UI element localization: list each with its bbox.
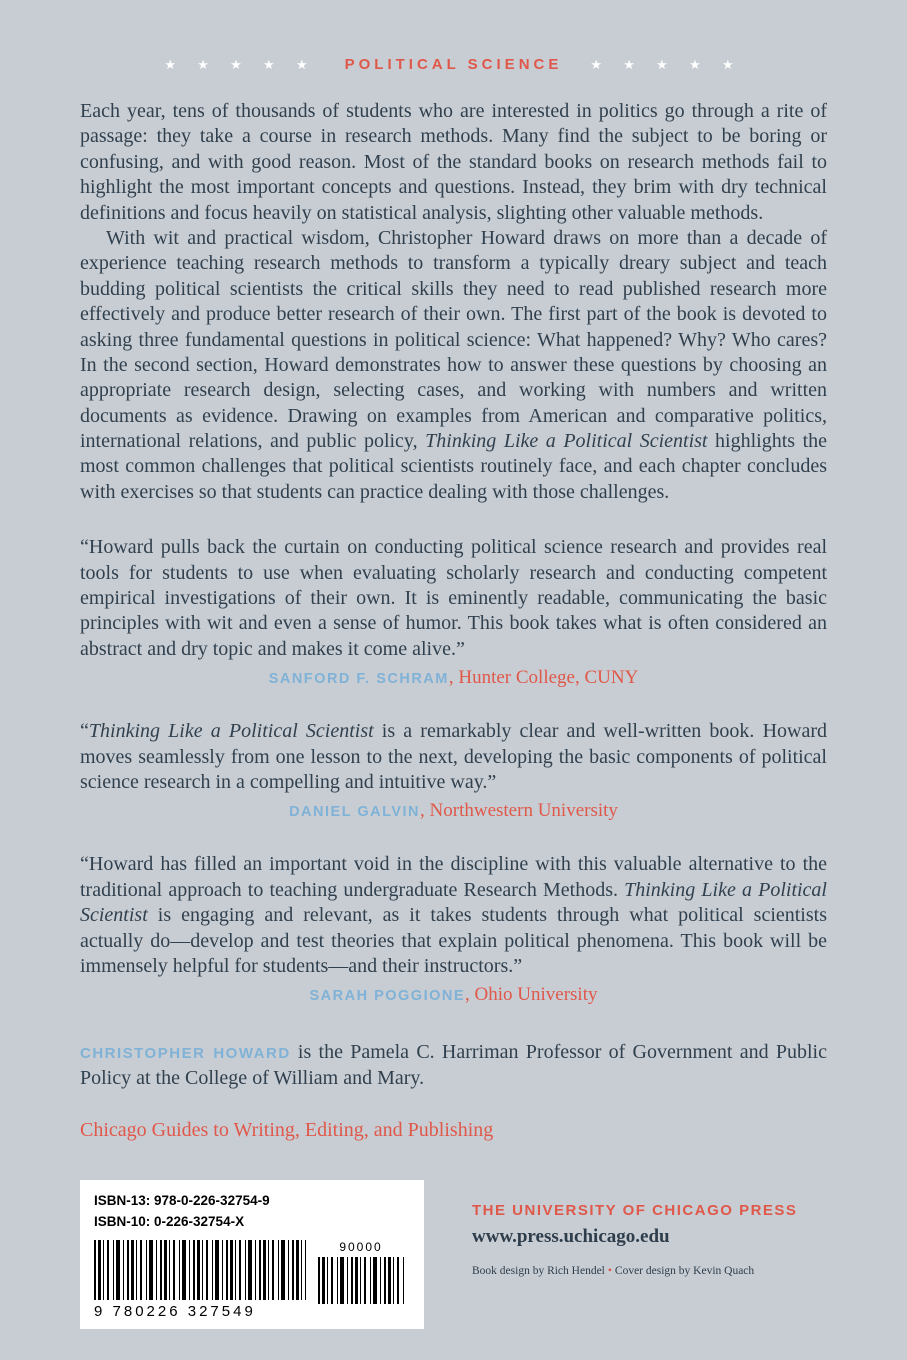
credit-separator: • [607,1265,612,1278]
main-barcode [94,1240,306,1320]
description-paragraph-1: Each year, tens of thousands of students who are interested in politics go through a rite of passage: they take a course in research methods. Many find the subject to be boring or confusing, and with good reason. Most of the standard books on research methods fail to highlight the most important concepts and questions. Instead, they brim with dry technical definitions and focus heavily on statistical analysis, slighting other valuable methods. [80,100,827,224]
design-credits [472,1265,797,1277]
press-url: www.press.uchicago.edu [472,1226,670,1248]
publisher-block [472,1180,797,1277]
pullquote-text: “Thinking Like a Political Scientist is a remarkably clear and well-written book. Howard moves seamlessly from one lesson to the next, developing the basic components of political science research in a compelling and intuitive way.” [80,720,827,793]
isbn13-label: ISBN-13: 978-0-226-32754-9 [94,1193,270,1209]
reviewer-name: DANIEL GALVIN [289,804,421,821]
review-quotes [80,535,827,1006]
author-bio-text: is the Pamela C. Harriman Professor of Government and Public Policy at the College of William and Mary. [80,1041,827,1089]
cover-design-credit: Cover design by Kevin Quach [614,1265,755,1278]
series-title: Chicago Guides to Writing, Editing, and Publishing [80,1119,494,1142]
reviewer-affiliation: , Ohio University [465,984,598,1006]
reviewer-affiliation: , Hunter College, CUNY [448,667,639,689]
book-description [80,99,827,505]
isbn10-label: ISBN-10: 0-226-32754-X [94,1214,245,1230]
reviewer-affiliation: , Northwestern University [420,800,618,822]
bottom-row [80,1180,827,1329]
pullquote-attribution [80,667,827,689]
barcode-digits: 9 780226 327549 [94,1302,256,1320]
pullquote-3 [80,852,827,1006]
barcode-row [94,1240,410,1320]
reviewer-name: SANFORD F. SCHRAM [268,671,449,688]
stars-right-icon: ★ ★ ★ ★ ★ [590,57,743,72]
book-design-credit: Book design by Rich Hendel [472,1265,605,1278]
pullquote-text: “Howard has filled an important void in the discipline with this valuable alternative to the traditional approach to teaching undergraduate Research Methods. Thinking Like a Political Scientist is engaging and relevant, as it takes students through what political scientists actually do—develop and test theories that explain political phenomena. This book will be immensely helpful for students—and their instructors.” [80,853,827,977]
pullquote-2 [80,719,827,822]
pullquote-attribution [80,984,827,1006]
author-bio [80,1040,827,1091]
press-name: THE UNIVERSITY OF CHICAGO PRESS [472,1202,798,1220]
pullquote-1 [80,535,827,689]
category-label: POLITICAL SCIENCE [344,56,563,73]
stars-left-icon: ★ ★ ★ ★ ★ [164,57,317,72]
description-paragraph-2: With wit and practical wisdom, Christopher Howard draws on more than a decade of experience teaching research methods to transform a typically dreary subject and teach budding political scientists the critical skills they need to read published research more effectively and produce better research of their own. The first part of the book is devoted to asking three fundamental questions in political science: What happened? Why? Who cares? In the second section, Howard demonstrates how to answer these questions by choosing an appropriate research design, selecting cases, and working with numbers and written documents as evidence. Drawing on examples from American and comparative politics, international relations, and public policy, Thinking Like a Political Scientist highlights the most common challenges that political scientists routinely face, and each chapter concludes with exercises so that students can practice dealing with those challenges. [80,226,828,503]
supplement-code: 90000 [339,1239,383,1254]
pullquote-text: “Howard pulls back the curtain on conducting political science research and provides real tools for students to use when evaluating scholarly research and conducting competent empirical investigations of their own. It is eminently readable, communicating the basic principles with wit and even a sense of humor. This book takes what is often considered an abstract and dry topic and makes it come alive.” [80,536,827,660]
author-name: CHRISTOPHER HOWARD [80,1045,291,1063]
reviewer-name: SARAH POGGIONE [309,988,466,1005]
pullquote-attribution [80,800,827,822]
barcode-supplement [318,1240,404,1304]
supplement-bars [318,1257,404,1304]
isbn-barcode-block [80,1180,424,1329]
category-header [80,56,827,73]
barcode-bars [94,1240,306,1300]
